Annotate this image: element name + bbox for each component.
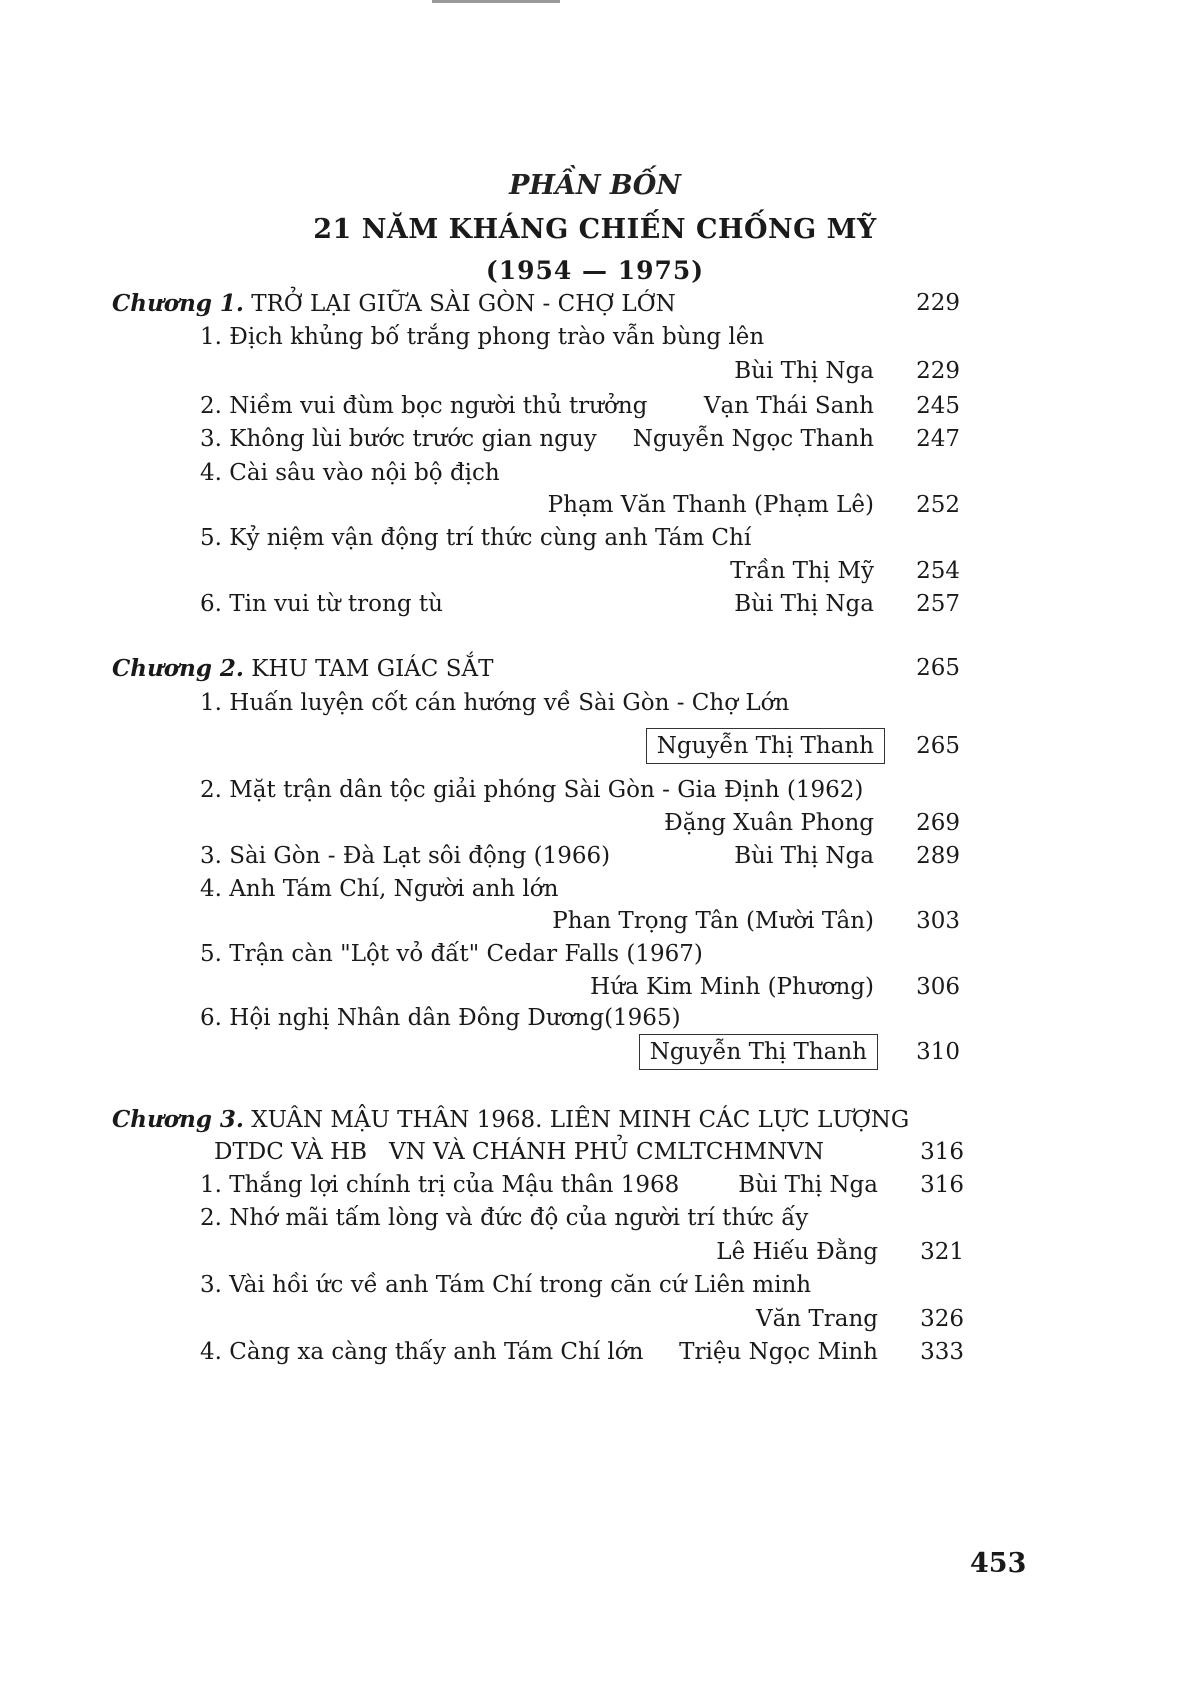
entry-author: Văn Trang xyxy=(755,1306,878,1332)
entry-page: 247 xyxy=(916,426,960,452)
entry-title[interactable]: 5. Trận càn "Lột vỏ đất" Cedar Falls (1967) xyxy=(200,941,703,967)
entry-page: 245 xyxy=(916,393,960,419)
entry-author: Phạm Văn Thanh (Phạm Lê) xyxy=(547,492,874,518)
entry-title[interactable]: 4. Càng xa càng thấy anh Tám Chí lớn xyxy=(200,1339,644,1365)
chapter-2-heading[interactable] xyxy=(112,655,493,682)
entry-title[interactable]: 1. Địch khủng bố trắng phong trào vẫn bùng lên xyxy=(200,324,765,350)
entry-author: Trần Thị Mỹ xyxy=(730,558,874,584)
chapter-title: KHU TAM GIÁC SẮT xyxy=(251,656,494,682)
entry-author: Bùi Thị Nga xyxy=(738,1172,878,1198)
page-number: 453 xyxy=(970,1548,1027,1579)
entry-page: 289 xyxy=(916,843,960,869)
entry-page: 310 xyxy=(916,1039,960,1065)
part-title: 21 NĂM KHÁNG CHIẾN CHỐNG MỸ xyxy=(313,214,877,245)
chapter-title: TRỞ LẠI GIỮA SÀI GÒN - CHỢ LỚN xyxy=(251,291,676,317)
entry-author: Hứa Kim Minh (Phương) xyxy=(590,974,874,1000)
entry-page: 306 xyxy=(916,974,960,1000)
entry-author: Lê Hiếu Đằng xyxy=(716,1239,878,1265)
chapter-page: 265 xyxy=(916,655,960,681)
entry-author: Đặng Xuân Phong xyxy=(664,810,874,836)
entry-author: Nguyễn Thị Thanh xyxy=(639,1034,878,1070)
entry-page: 321 xyxy=(920,1239,964,1265)
part-years: (1954 — 1975) xyxy=(485,256,705,285)
chapter-prefix: Chương 3. xyxy=(112,1106,244,1133)
entry-author: Nguyễn Thị Thanh xyxy=(646,728,885,764)
entry-title[interactable]: 2. Nhớ mãi tấm lòng và đức độ của người trí thức ấy xyxy=(200,1205,809,1231)
entry-author: Triệu Ngọc Minh xyxy=(679,1339,878,1365)
entry-page: 252 xyxy=(916,492,960,518)
entry-page: 265 xyxy=(916,733,960,759)
entry-page: 333 xyxy=(920,1339,964,1365)
entry-title[interactable]: 6. Hội nghị Nhân dân Đông Dương(1965) xyxy=(200,1005,681,1031)
entry-title[interactable]: 5. Kỷ niệm vận động trí thức cùng anh Tám Chí xyxy=(200,525,752,551)
chapter-1-heading[interactable] xyxy=(112,290,676,317)
entry-title[interactable]: 4. Anh Tám Chí, Người anh lớn xyxy=(200,876,559,902)
entry-author: Bùi Thị Nga xyxy=(734,358,874,384)
part-label: PHẦN BỐN xyxy=(509,170,681,201)
entry-page: 229 xyxy=(916,358,960,384)
entry-author: Nguyễn Ngọc Thanh xyxy=(632,426,874,452)
entry-title[interactable]: 6. Tin vui từ trong tù xyxy=(200,591,443,617)
entry-title[interactable]: 1. Huấn luyện cốt cán hướng về Sài Gòn - Chợ Lớn xyxy=(200,690,790,716)
entry-title[interactable]: 4. Cài sâu vào nội bộ địch xyxy=(200,460,500,486)
chapter-3-heading[interactable] xyxy=(112,1106,909,1133)
chapter-page: 316 xyxy=(920,1139,964,1165)
entry-page: 257 xyxy=(916,591,960,617)
chapter-title: XUÂN MẬU THÂN 1968. LIÊN MINH CÁC LỰC LƯỢNG xyxy=(251,1107,910,1133)
entry-author: Bùi Thị Nga xyxy=(734,843,874,869)
entry-page: 316 xyxy=(920,1172,964,1198)
chapter-page: 229 xyxy=(916,290,960,316)
entry-author: Vạn Thái Sanh xyxy=(703,393,874,419)
entry-page: 269 xyxy=(916,810,960,836)
entry-title[interactable]: 1. Thắng lợi chính trị của Mậu thân 1968 xyxy=(200,1172,680,1198)
entry-title[interactable]: 2. Mặt trận dân tộc giải phóng Sài Gòn - Gia Định (1962) xyxy=(200,777,864,803)
entry-page: 254 xyxy=(916,558,960,584)
entry-title[interactable]: 3. Không lùi bước trước gian nguy xyxy=(200,426,597,452)
chapter-title-line2: DTDC VÀ HB VN VÀ CHÁNH PHỦ CMLTCHMNVN xyxy=(214,1139,824,1165)
entry-title[interactable]: 3. Sài Gòn - Đà Lạt sôi động (1966) xyxy=(200,843,611,869)
entry-title[interactable]: 2. Niềm vui đùm bọc người thủ trưởng xyxy=(200,393,648,419)
entry-author: Phan Trọng Tân (Mười Tân) xyxy=(552,908,874,934)
entry-title[interactable]: 3. Vài hồi ức về anh Tám Chí trong căn cứ Liên minh xyxy=(200,1272,812,1298)
entry-page: 326 xyxy=(920,1306,964,1332)
chapter-prefix: Chương 1. xyxy=(112,290,244,317)
entry-page: 303 xyxy=(916,908,960,934)
entry-author: Bùi Thị Nga xyxy=(734,591,874,617)
chapter-prefix: Chương 2. xyxy=(112,655,244,682)
